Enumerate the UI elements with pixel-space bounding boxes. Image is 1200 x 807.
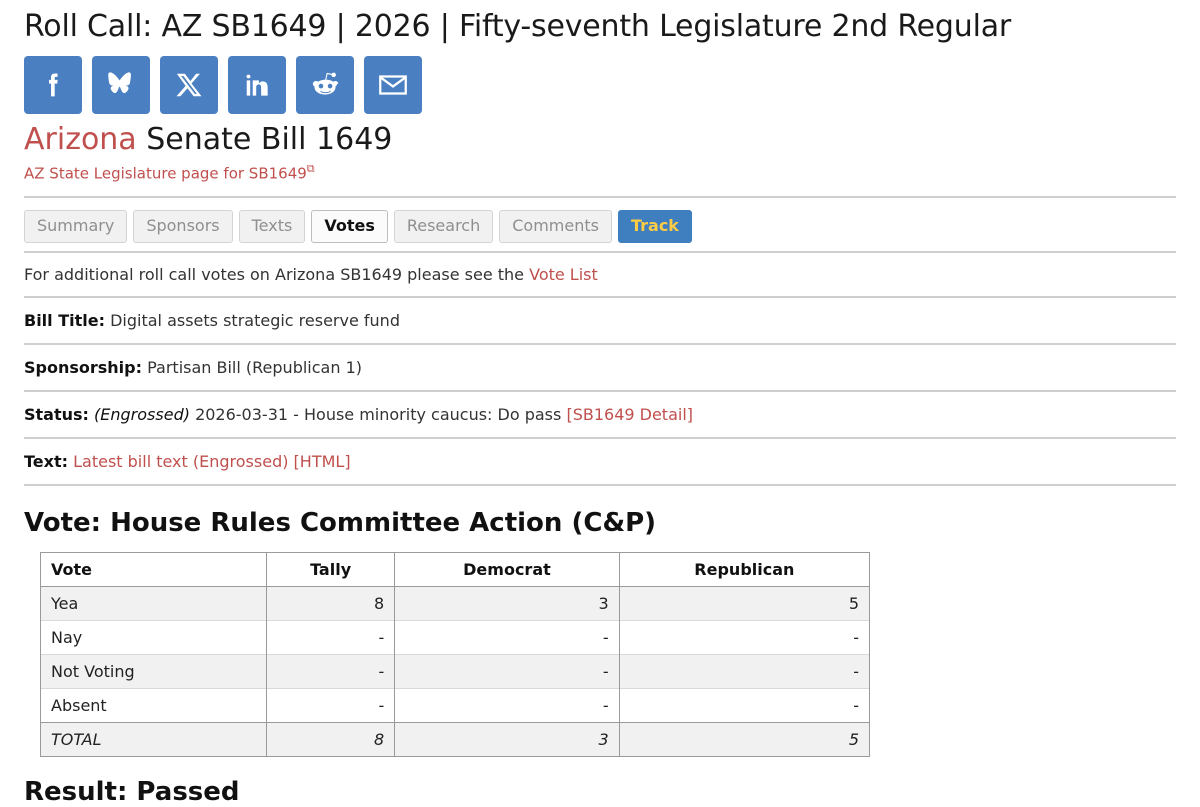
email-share-button[interactable] [364, 56, 422, 114]
column-header-vote: Vote [41, 552, 267, 586]
table-header-row [41, 552, 870, 586]
tab-summary[interactable]: Summary [24, 210, 127, 243]
vote-heading: Vote: House Rules Committee Action (C&P) [24, 507, 657, 538]
column-header-democrat: Democrat [395, 552, 619, 586]
nay-democrat: - [395, 620, 619, 654]
sponsorship-row [24, 345, 1176, 392]
tab-track[interactable]: Track [618, 210, 692, 243]
status-detail-link[interactable]: [SB1649 Detail] [566, 404, 694, 424]
yea-democrat: 3 [395, 586, 619, 620]
table-row-total [41, 722, 870, 756]
vote-list-note [24, 253, 1176, 298]
text-row [24, 439, 1176, 486]
bill-state-name: Arizona [24, 121, 137, 157]
tab-sponsors[interactable]: Sponsors [133, 210, 232, 243]
absent-tally: - [267, 688, 395, 722]
envelope-icon [376, 68, 410, 102]
row-label-total: TOTAL [41, 722, 267, 756]
facebook-share-button[interactable] [24, 56, 82, 114]
latest-bill-text-link[interactable]: Latest bill text (Engrossed) [HTML] [73, 451, 351, 471]
share-buttons [24, 56, 1176, 114]
bill-title-row [24, 298, 1176, 345]
reddit-share-button[interactable] [296, 56, 354, 114]
yea-tally: 8 [267, 586, 395, 620]
reddit-icon [309, 69, 341, 101]
linkedin-share-button[interactable] [228, 56, 286, 114]
table-row [41, 620, 870, 654]
bluesky-share-button[interactable] [92, 56, 150, 114]
row-label-not-voting: Not Voting [41, 654, 267, 688]
not-voting-tally: - [267, 654, 395, 688]
status-value: 2026-03-31 - House minority caucus: Do pass [195, 404, 562, 424]
status-row [24, 392, 1176, 439]
x-share-button[interactable] [160, 56, 218, 114]
tab-votes[interactable]: Votes [311, 210, 388, 243]
external-legislature-link[interactable]: AZ State Legislature page for SB1649 [24, 163, 307, 182]
bill-heading [24, 122, 1176, 158]
not-voting-democrat: - [395, 654, 619, 688]
page-title: Roll Call: AZ SB1649 | 2026 | Fifty-seventh Legislature 2nd Regular [24, 9, 1012, 44]
row-label-nay: Nay [41, 620, 267, 654]
external-link-icon: ⧉ [306, 161, 315, 175]
vote-list-link[interactable]: Vote List [529, 264, 598, 284]
absent-democrat: - [395, 688, 619, 722]
nay-republican: - [619, 620, 869, 654]
linkedin-icon [241, 69, 273, 101]
table-row [41, 688, 870, 722]
x-twitter-icon [174, 70, 204, 100]
nay-tally: - [267, 620, 395, 654]
total-democrat: 3 [395, 722, 619, 756]
vote-result: Result: Passed [24, 776, 240, 807]
not-voting-republican: - [619, 654, 869, 688]
vote-list-note-text: For additional roll call votes on Arizona SB1649 please see the [24, 264, 530, 284]
tab-bar [24, 198, 1176, 253]
absent-republican: - [619, 688, 869, 722]
tab-texts[interactable]: Texts [239, 210, 306, 243]
status-label: Status: [24, 404, 89, 424]
tab-comments[interactable]: Comments [499, 210, 612, 243]
table-row [41, 654, 870, 688]
row-label-yea: Yea [41, 586, 267, 620]
column-header-tally: Tally [267, 552, 395, 586]
bluesky-butterfly-icon [104, 68, 138, 102]
total-republican: 5 [619, 722, 869, 756]
bill-title-label: Bill Title: [24, 310, 105, 330]
facebook-icon [36, 68, 70, 102]
bill-name: Senate Bill 1649 [136, 121, 393, 157]
vote-tally-table [40, 552, 870, 757]
text-label: Text: [24, 451, 69, 471]
bill-title-value: Digital assets strategic reserve fund [110, 310, 400, 330]
total-tally: 8 [267, 722, 395, 756]
external-legislature-link-row [24, 162, 1176, 182]
sponsorship-value: Partisan Bill (Republican 1) [147, 357, 362, 377]
row-label-absent: Absent [41, 688, 267, 722]
yea-republican: 5 [619, 586, 869, 620]
tab-research[interactable]: Research [394, 210, 493, 243]
sponsorship-label: Sponsorship: [24, 357, 143, 377]
column-header-republican: Republican [619, 552, 869, 586]
status-engrossed-tag: (Engrossed) [94, 404, 190, 424]
table-row [41, 586, 870, 620]
